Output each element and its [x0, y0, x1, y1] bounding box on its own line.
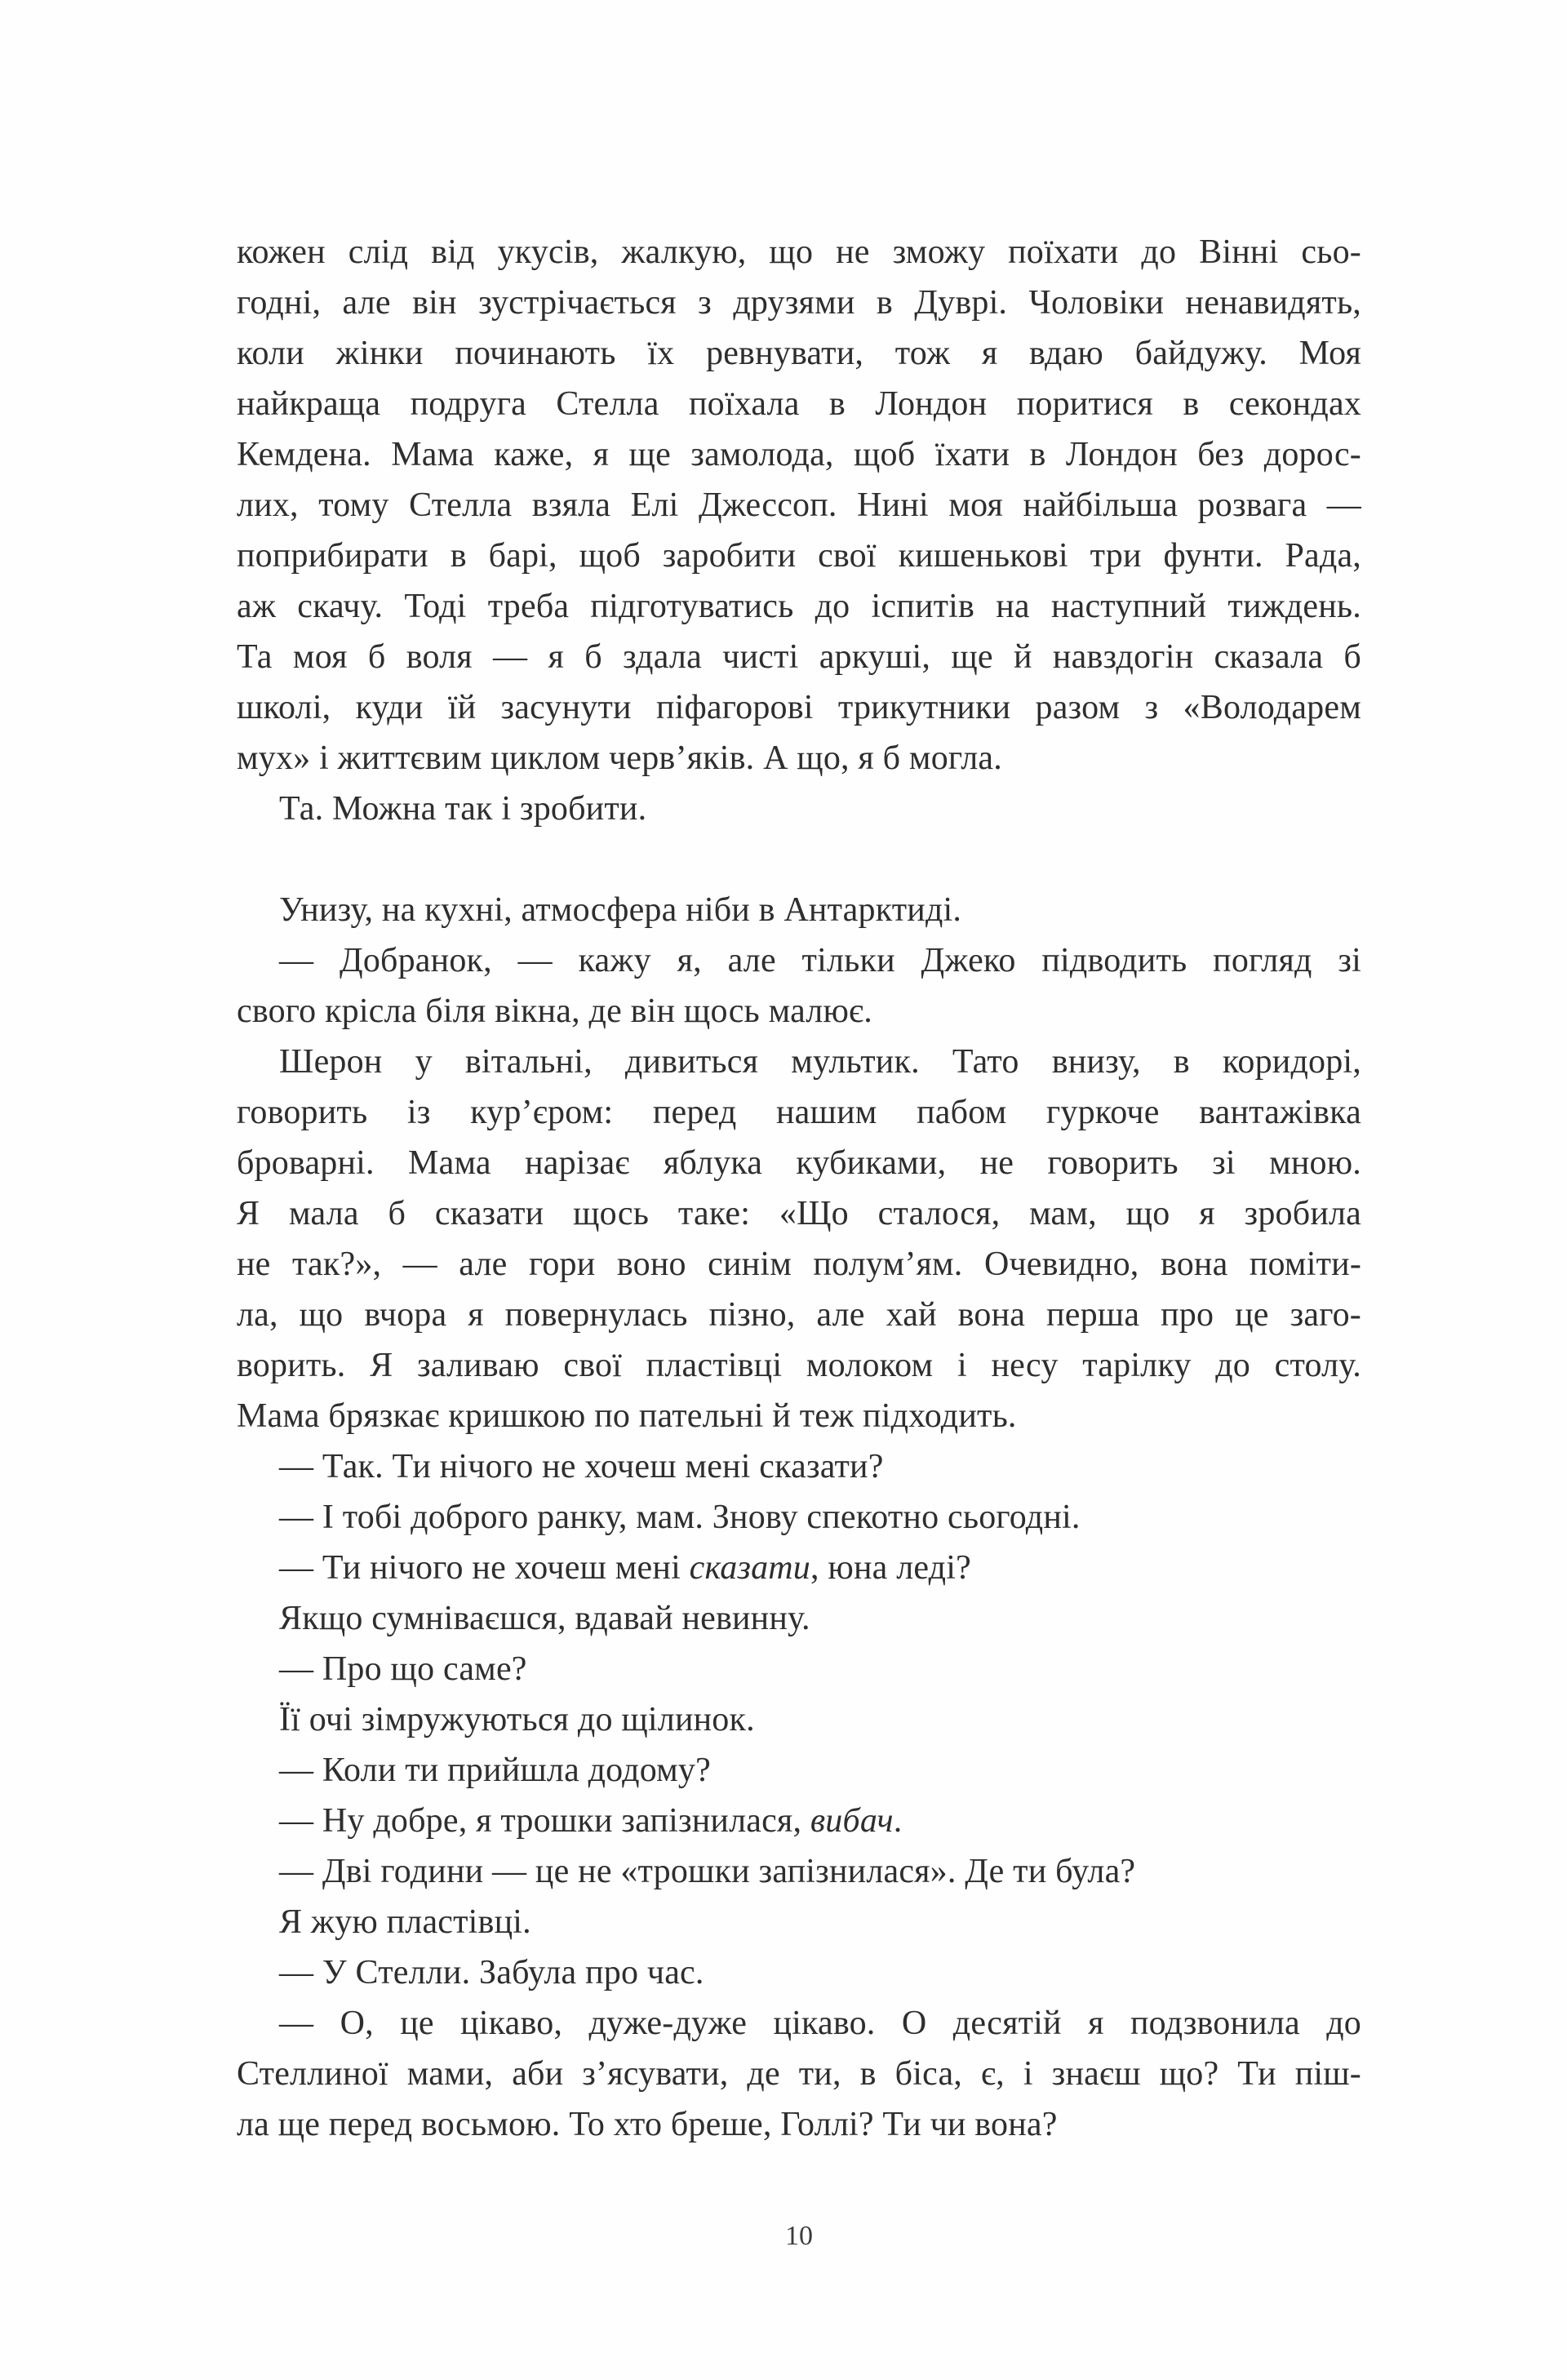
text-line [237, 1239, 1361, 1290]
text-segment: Я мала б сказати щось таке: «Що сталося, мам, що я зробила [237, 1195, 1361, 1232]
text-segment: говорить із кур’єром: перед нашим пабом гуркоче вантажівка [237, 1094, 1361, 1131]
text-line [237, 1441, 1361, 1492]
text-line [237, 429, 1361, 480]
text-segment: — У Стелли. Забула про час. [279, 1954, 704, 1991]
text-segment: . [893, 1802, 903, 1840]
text-line [237, 1745, 1361, 1796]
text-line [237, 1037, 1361, 1087]
text-segment: Кемдена. Мама каже, я ще замолода, щоб їхати в Лондон без дорос- [237, 436, 1361, 473]
text-line [237, 1340, 1361, 1391]
text-segment: — Так. Ти нічого не хочеш мені сказати? [279, 1448, 884, 1485]
text-line [237, 480, 1361, 531]
text-line [237, 379, 1361, 429]
text-line [237, 1694, 1361, 1745]
text-line [237, 1593, 1361, 1644]
text-line [237, 1492, 1361, 1543]
text-segment: Унизу, на кухні, атмосфера ніби в Антарктиді. [279, 891, 962, 929]
text-line [237, 1138, 1361, 1188]
text-segment: Та моя б воля — я б здала чисті аркуші, ще й навздогін сказала б [237, 638, 1361, 676]
text-segment: Я жую пластівці. [279, 1903, 531, 1941]
text-segment: мух» і життєвим циклом черв’яків. А що, я б могла. [237, 739, 1002, 777]
text-segment: аж скачу. Тоді треба підготуватись до іспитів на наступний тиждень. [237, 588, 1361, 625]
text-line [237, 581, 1361, 632]
text-line [237, 935, 1361, 986]
text-segment: броварні. Мама нарізає яблука кубиками, не говорить зі мною. [237, 1144, 1361, 1182]
text-segment: кожен слід від укусів, жалкую, що не зможу поїхати до Вінні сьо- [237, 233, 1361, 271]
text-segment: поприбирати в барі, щоб заробити свої кишенькові три фунти. Рада, [237, 537, 1361, 575]
text-line [237, 1846, 1361, 1897]
text-line [237, 733, 1361, 784]
text-segment: ла, що вчора я повернулась пізно, але хай вона перша про це заго- [237, 1296, 1361, 1334]
text-line [237, 1290, 1361, 1340]
text-segment: школі, куди їй засунути піфагорові трикутники разом з «Володарем [237, 689, 1361, 726]
text-line [237, 885, 1361, 935]
text-line [237, 1947, 1361, 1998]
text-line [237, 2099, 1361, 2150]
text-line [237, 328, 1361, 379]
text-segment: найкраща подруга Стелла поїхала в Лондон поритися в секондах [237, 385, 1361, 423]
text-segment: — І тобі доброго ранку, мам. Знову спекотно сьогодні. [279, 1499, 1081, 1536]
text-line [237, 682, 1361, 733]
text-line [237, 986, 1361, 1037]
text-segment: — Ти нічого не хочеш мені [279, 1549, 690, 1587]
text-line [237, 1998, 1361, 2049]
text-line [237, 1188, 1361, 1239]
text-line [237, 632, 1361, 682]
text-segment: Її очі зімружуються до щілинок. [279, 1701, 755, 1738]
text-line [237, 1543, 1361, 1593]
text-segment: Шерон у вітальні, дивиться мультик. Тато внизу, в коридорі, [279, 1043, 1361, 1081]
text-line [237, 531, 1361, 581]
text-segment: ворить. Я заливаю свої пластівці молоком і несу тарілку до столу. [237, 1347, 1361, 1384]
text-line [237, 1897, 1361, 1947]
text-segment: — Добранок, — кажу я, але тільки Джеко підводить погляд зі [279, 942, 1361, 979]
text-segment: годні, але він зустрічається з друзями в Дуврі. Чоловіки ненавидять, [237, 284, 1361, 322]
italic-text-segment: сказати [689, 1549, 810, 1587]
text-segment: — Коли ти прийшла додому? [279, 1752, 711, 1789]
text-segment: , юна леді? [810, 1549, 971, 1587]
section-break [237, 834, 1361, 885]
text-segment: — Дві години — це не «трошки запізнилася». Де ти була? [279, 1853, 1136, 1890]
page-number: 10 [785, 2221, 813, 2251]
text-line [237, 784, 1361, 834]
text-segment: Та. Можна так і зробити. [279, 790, 647, 828]
text-line [237, 1087, 1361, 1138]
text-line [237, 1644, 1361, 1694]
text-line [237, 1796, 1361, 1846]
text-segment: лих, тому Стелла взяла Елі Джессоп. Нині моя найбільша розвага — [237, 486, 1361, 524]
text-segment: — О, це цікаво, дуже-дуже цікаво. О десятій я подзвонила до [279, 2005, 1361, 2042]
text-block [237, 227, 1361, 2150]
text-segment: — Про що саме? [279, 1650, 527, 1688]
italic-text-segment: вибач [810, 1802, 894, 1840]
text-line [237, 227, 1361, 278]
text-line [237, 2049, 1361, 2099]
text-segment: Стеллиної мами, аби з’ясувати, де ти, в біса, є, і знаєш що? Ти піш- [237, 2055, 1361, 2093]
text-segment: не так?», — але гори воно синім полум’ям. Очевидно, вона поміти- [237, 1246, 1361, 1283]
text-segment: Якщо сумніваєшся, вдавай невинну. [279, 1600, 810, 1637]
text-segment: ла ще перед восьмою. То хто бреше, Голлі? Ти чи вона? [237, 2106, 1058, 2143]
text-segment: свого крісла біля вікна, де він щось малює. [237, 992, 872, 1030]
text-line [237, 1391, 1361, 1441]
text-segment: Мама брязкає кришкою по пательні й теж підходить. [237, 1397, 1017, 1435]
text-line [237, 278, 1361, 328]
text-segment: коли жінки починають їх ревнувати, тож я вдаю байдужу. Моя [237, 335, 1361, 372]
text-segment: — Ну добре, я трошки запізнилася, [279, 1802, 810, 1840]
